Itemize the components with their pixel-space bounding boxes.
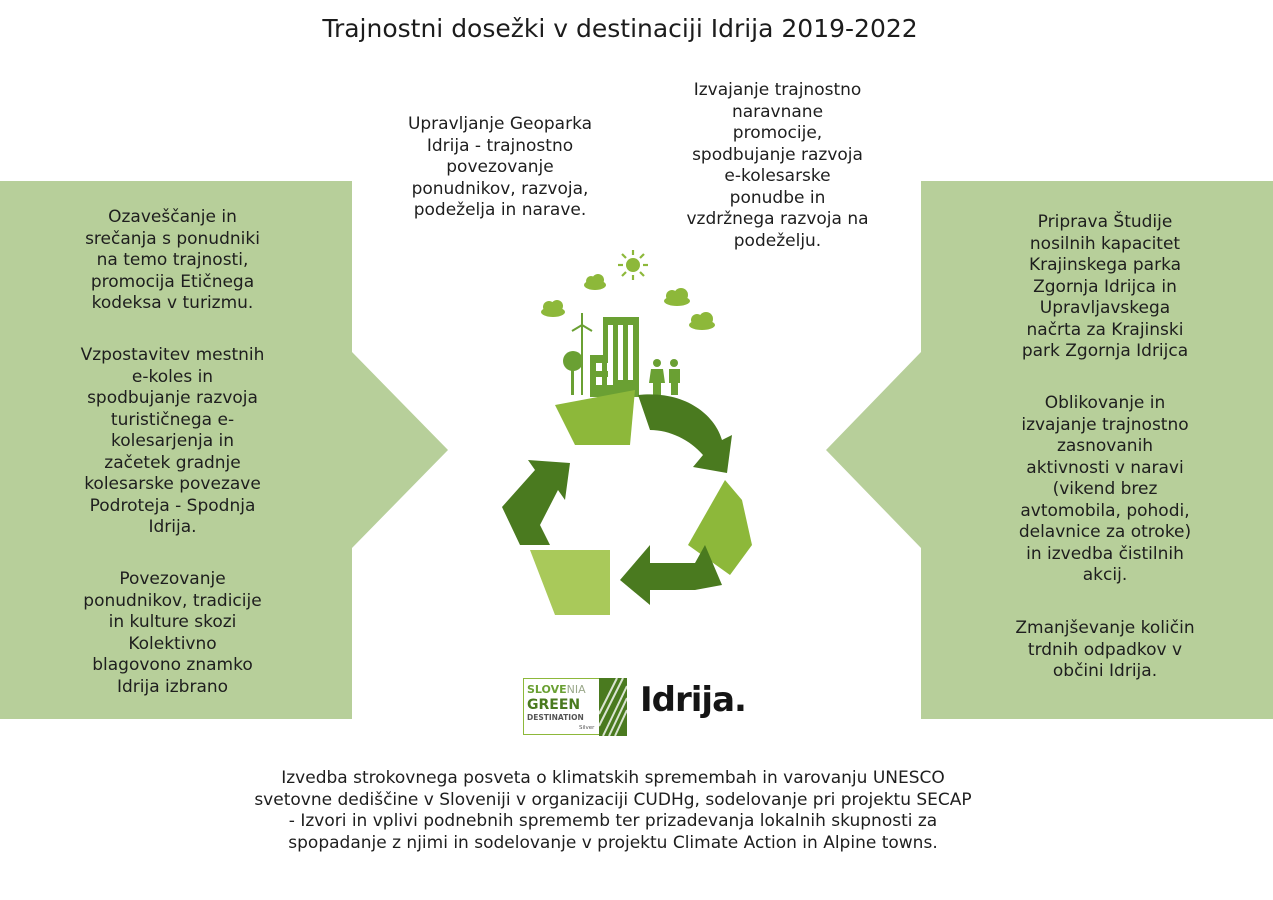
slovenia-green-logo <box>523 678 627 738</box>
svg-text:SLOVENIA: SLOVENIA <box>527 683 586 696</box>
top-center-left-text: Upravljanje Geoparka Idrija - trajnostno povezovanje ponudnikov, razvoja, podeželja in narave. <box>407 114 593 220</box>
left-item-1: Ozaveščanje in srečanja s ponudniki na temo trajnosti, promocija Etičnega kodeksa v turizmu. <box>85 207 260 313</box>
svg-text:GREEN: GREEN <box>527 697 581 713</box>
bottom-text: Izvedba strokovnega posveta o klimatskih spremembah in varovanju UNESCO svetovne dediščine v Sloveniji v organizaciji CUDHg, sodelovanje pri projektu SECAP - Izvori in vplivi podnebnih sprememb ter prizadevanja lokalnih skupnosti za spopadanje z njimi in sodelovanje v projektu Climate Action in Alpine towns. <box>254 768 972 853</box>
left-item-2: Vzpostavitev mestnih e-koles in spodbujanje razvoja turističnega e- kolesarjenja in začetek gradnje kolesarske povezave Podroteja - Spodnja Idrija. <box>80 345 265 537</box>
left-item-3: Povezovanje ponudnikov, tradicije in kulture skozi Kolektivno blagovono znamko Idrija izbrano <box>83 569 262 697</box>
people-icon <box>649 359 680 395</box>
idrija-logo: Idrija. <box>640 680 746 720</box>
right-item-3: Zmanjševanje količin trdnih odpadkov v občini Idrija. <box>1015 618 1195 681</box>
tree-icon <box>563 351 583 395</box>
right-item-2: Oblikovanje in izvajanje trajnostno zasnovanih aktivnosti v naravi (vikend brez avtomobila, pohodi, delavnice za otroke) in izvedba čistilnih akcij. <box>1018 393 1192 585</box>
svg-text:Silver: Silver <box>579 725 595 731</box>
svg-text:DESTINATION: DESTINATION <box>527 713 584 722</box>
right-item-1: Priprava Študije nosilnih kapacitet Krajinskega parka Zgornja Idrijca in Upravljavskega načrta za Krajinski park Zgornja Idrijca <box>1021 212 1189 361</box>
page-title: Trajnostni dosežki v destinaciji Idrija 2019-2022 <box>322 14 918 43</box>
top-center-right-text: Izvajanje trajnostno naravnane promocije, spodbujanje razvoja e-kolesarske ponudbe in vzdržnega razvoja na podeželju. <box>686 80 869 251</box>
sun-icon <box>618 250 648 280</box>
recycle-city-icon <box>490 245 780 640</box>
